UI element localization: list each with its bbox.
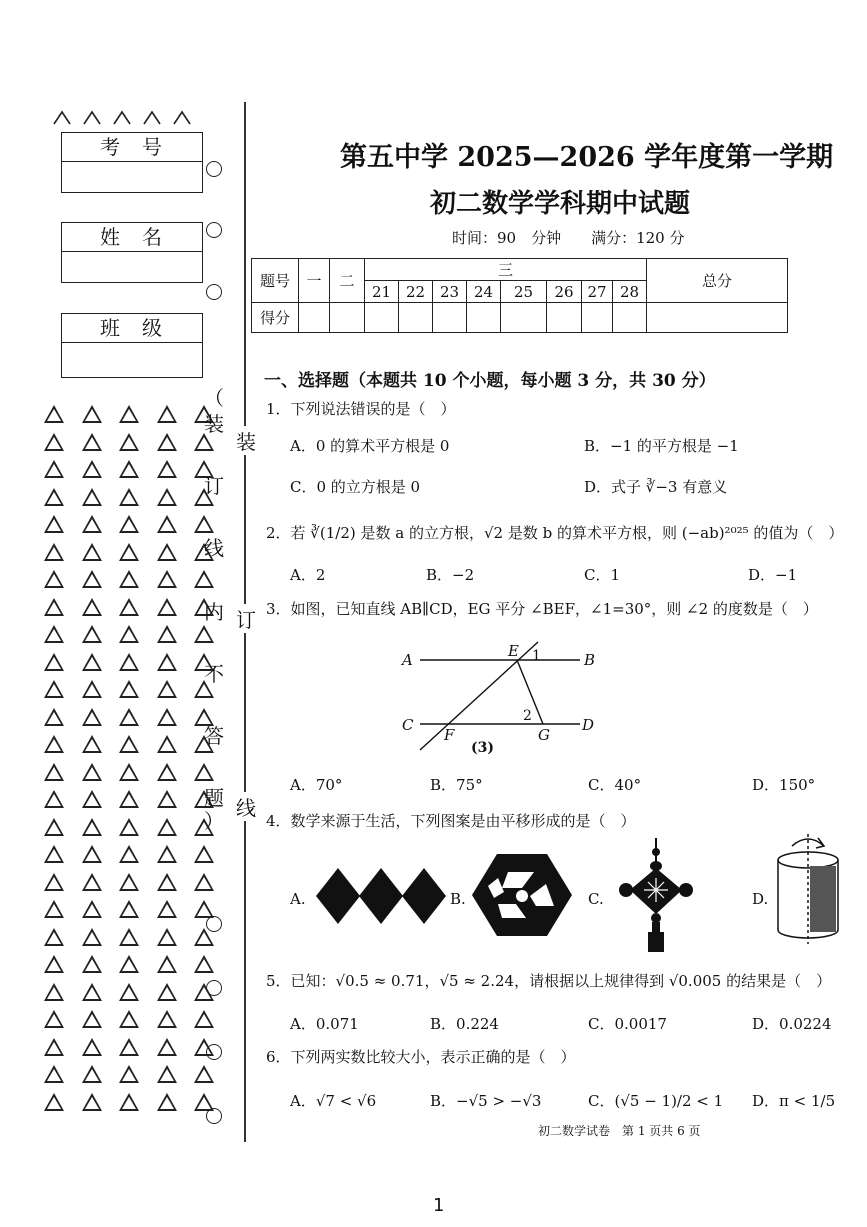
sub-col: 23 <box>433 281 467 303</box>
notice-char: 不 <box>204 662 224 686</box>
notice-char: （ <box>204 386 224 410</box>
triangle-icon <box>44 433 64 451</box>
triangle-icon <box>44 543 64 561</box>
triangle-border-grid <box>44 405 214 1120</box>
triangle-icon <box>157 735 177 753</box>
triangle-icon <box>44 1093 64 1111</box>
exam-number-field[interactable] <box>62 162 202 192</box>
option-c[interactable]: C．0 的立方根是 0 <box>290 478 421 496</box>
score-cell[interactable] <box>365 303 399 333</box>
option-a[interactable]: A．√7 < √6 <box>290 1092 377 1110</box>
triangle-icon <box>194 625 214 643</box>
total-score-cell[interactable] <box>647 303 788 333</box>
triangle-icon <box>44 598 64 616</box>
triangle-icon <box>119 928 139 946</box>
triangle-icon <box>44 818 64 836</box>
triangle-icon <box>44 625 64 643</box>
triangle-icon <box>119 653 139 671</box>
triangle-icon <box>82 515 102 533</box>
triangle-icon <box>119 543 139 561</box>
label-b: B <box>584 651 596 669</box>
notice-char: 内 <box>204 600 224 624</box>
binding-line-char: 线 <box>236 792 256 821</box>
triangle-border-decoration <box>50 106 200 128</box>
triangle-icon <box>82 845 102 863</box>
triangle-icon <box>119 433 139 451</box>
triangle-icon <box>157 680 177 698</box>
triangle-row <box>44 818 214 846</box>
triangle-row <box>44 763 214 791</box>
exam-number-box <box>61 132 203 193</box>
triangle-icon <box>157 1038 177 1056</box>
option-b[interactable]: B．75° <box>430 776 483 794</box>
triangle-icon <box>44 488 64 506</box>
triangle-icon <box>194 845 214 863</box>
triangle-icon <box>119 488 139 506</box>
triangle-row <box>44 735 214 763</box>
score-cell[interactable] <box>582 303 613 333</box>
total-label: 总分 <box>647 259 788 303</box>
triangle-icon <box>119 983 139 1001</box>
triangle-icon <box>44 790 64 808</box>
exam-number-label: 考号 <box>62 133 202 162</box>
question-stem: 2．若 ∛(1/2) 是数 a 的立方根，√2 是数 b 的算术平方根，则 (−ab)²⁰²⁵ 的值为（ ） <box>266 524 844 542</box>
triangle-icon <box>157 460 177 478</box>
question-number-label: 题号 <box>252 259 299 303</box>
triangle-icon <box>44 460 64 478</box>
triangle-icon <box>157 433 177 451</box>
triangle-icon <box>44 1038 64 1056</box>
option-d[interactable]: D. <box>752 890 769 908</box>
time-and-score-info: 时间：90 分钟 满分：120 分 <box>452 229 685 247</box>
triangle-icon <box>44 900 64 918</box>
triangle-icon <box>82 488 102 506</box>
page-number: 1 <box>433 1195 445 1216</box>
page-footer: 初二数学试卷 第 1 页共 6 页 <box>538 1124 701 1138</box>
triangle-icon <box>157 873 177 891</box>
notice-char: 题 <box>204 786 224 810</box>
class-label: 班级 <box>62 314 202 343</box>
triangle-row <box>44 790 214 818</box>
triangle-icon <box>82 1093 102 1111</box>
binding-hole-icon <box>206 222 222 238</box>
triangle-icon <box>157 405 177 423</box>
label-c: C <box>402 716 414 734</box>
triangle-icon <box>44 1010 64 1028</box>
score-cell[interactable] <box>433 303 467 333</box>
triangle-icon <box>82 543 102 561</box>
triangle-icon <box>119 845 139 863</box>
triangle-icon <box>44 983 64 1001</box>
triangle-icon <box>194 873 214 891</box>
triangle-icon <box>157 598 177 616</box>
score-cell[interactable] <box>399 303 433 333</box>
triangle-row <box>44 460 214 488</box>
triangle-row <box>44 405 214 433</box>
name-field[interactable] <box>62 252 202 282</box>
option-c[interactable]: C．1 <box>584 566 621 584</box>
option-b[interactable]: B．−√5 > −√3 <box>430 1092 542 1110</box>
label-e: E <box>508 642 519 660</box>
sub-col: 26 <box>547 281 582 303</box>
option-c[interactable]: C．(√5 − 1)/2 < 1 <box>588 1092 724 1110</box>
sub-col: 24 <box>467 281 501 303</box>
triangle-icon <box>44 1065 64 1083</box>
score-cell[interactable] <box>501 303 547 333</box>
triangle-row <box>44 570 214 598</box>
option-b[interactable]: B．−1 的平方根是 −1 <box>584 437 739 455</box>
label-f: F <box>444 726 455 744</box>
triangle-icon <box>82 900 102 918</box>
binding-hole-icon <box>206 1108 222 1124</box>
triangle-icon <box>119 818 139 836</box>
triangle-icon <box>82 405 102 423</box>
triangle-row <box>44 845 214 873</box>
triangle-icon <box>194 763 214 781</box>
binding-line-char: 订 <box>236 604 256 633</box>
binding-hole-icon <box>206 284 222 300</box>
notice-char: 订 <box>204 474 224 498</box>
triangle-row <box>44 955 214 983</box>
triangle-icon <box>157 625 177 643</box>
triangle-icon <box>82 928 102 946</box>
triangle-icon <box>82 625 102 643</box>
triangle-icon <box>119 1065 139 1083</box>
section-heading: 一、选择题（本题共 10 个小题，每小题 3 分，共 30 分） <box>264 371 716 391</box>
triangle-row <box>44 653 214 681</box>
triangle-icon <box>157 983 177 1001</box>
binding-hole-icon <box>206 916 222 932</box>
triangle-icon <box>82 708 102 726</box>
option-d[interactable]: D．0.0224 <box>752 1015 832 1033</box>
triangle-icon <box>82 818 102 836</box>
sub-col: 27 <box>582 281 613 303</box>
triangle-icon <box>119 460 139 478</box>
triangle-icon <box>119 405 139 423</box>
parallel-lines-figure <box>398 640 608 760</box>
triangle-icon <box>82 763 102 781</box>
exam-subtitle: 初二数学学科期中试题 <box>430 189 691 219</box>
question-stem: 5．已知：√0.5 ≈ 0.71，√5 ≈ 2.24，请根据以上规律得到 √0.005 的结果是（ ） <box>266 972 832 990</box>
triangle-icon <box>119 735 139 753</box>
triangle-icon <box>82 680 102 698</box>
col-one: 一 <box>299 259 330 303</box>
triangle-icon <box>82 570 102 588</box>
triangle-icon <box>157 900 177 918</box>
diamonds-pattern-image <box>316 866 446 926</box>
triangle-icon <box>82 735 102 753</box>
class-field[interactable] <box>62 343 202 377</box>
score-table <box>251 258 788 333</box>
triangle-icon <box>157 515 177 533</box>
triangle-icon <box>157 1065 177 1083</box>
triangle-icon <box>44 515 64 533</box>
triangle-icon <box>119 763 139 781</box>
triangle-icon <box>194 515 214 533</box>
rotation-hexagon-image <box>472 852 572 938</box>
question-stem: 4．数学来源于生活，下列图案是由平移形成的是（ ） <box>266 812 636 830</box>
triangle-row <box>44 433 214 461</box>
triangle-row <box>44 1093 214 1121</box>
triangle-icon <box>82 653 102 671</box>
binding-hole-icon <box>206 1044 222 1060</box>
option-d[interactable]: D．−1 <box>748 566 798 584</box>
triangle-icon <box>157 708 177 726</box>
option-b[interactable]: B．−2 <box>426 566 475 584</box>
score-cell[interactable] <box>299 303 330 333</box>
figure-caption: (3) <box>471 740 494 756</box>
triangle-icon <box>119 570 139 588</box>
class-box <box>61 313 203 378</box>
rotating-cylinder-image <box>772 832 844 946</box>
triangle-icon <box>44 873 64 891</box>
triangle-row <box>44 1065 214 1093</box>
triangle-icon <box>82 1010 102 1028</box>
col-three: 三 <box>365 259 647 281</box>
triangle-icon <box>157 653 177 671</box>
option-a[interactable]: A．0.071 <box>290 1015 359 1033</box>
option-a[interactable]: A. <box>290 890 306 908</box>
triangle-icon <box>44 845 64 863</box>
sub-col: 21 <box>365 281 399 303</box>
angle-2-label: 2 <box>523 708 532 724</box>
triangle-icon <box>82 955 102 973</box>
triangle-row <box>44 625 214 653</box>
score-cell[interactable] <box>330 303 365 333</box>
triangle-icon <box>157 1093 177 1111</box>
triangle-row <box>44 1038 214 1066</box>
triangle-icon <box>157 543 177 561</box>
triangle-icon <box>119 790 139 808</box>
option-a[interactable]: A．0 的算术平方根是 0 <box>290 437 450 455</box>
col-two: 二 <box>330 259 365 303</box>
triangle-icon <box>157 488 177 506</box>
triangle-icon <box>194 1010 214 1028</box>
triangle-icon <box>82 1065 102 1083</box>
option-c[interactable]: C. <box>588 890 604 908</box>
triangle-icon <box>44 955 64 973</box>
question-stem: 3．如图，已知直线 AB∥CD，EG 平分 ∠BEF，∠1=30°，则 ∠2 的度数是（ ） <box>266 600 818 618</box>
option-b[interactable]: B. <box>450 890 466 908</box>
option-d[interactable]: D．π < 1/5 <box>752 1092 836 1110</box>
triangle-icon <box>119 680 139 698</box>
triangle-icon <box>44 405 64 423</box>
triangle-icon <box>157 818 177 836</box>
triangle-icon <box>82 983 102 1001</box>
question-stem: 6．下列两实数比较大小，表示正确的是（ ） <box>266 1048 576 1066</box>
triangle-icon <box>82 460 102 478</box>
triangle-icon <box>157 790 177 808</box>
triangle-icon <box>44 708 64 726</box>
triangle-icon <box>194 1065 214 1083</box>
sub-col: 22 <box>399 281 433 303</box>
label-a: A <box>402 651 413 669</box>
triangle-icon <box>119 955 139 973</box>
binding-line-char: 装 <box>236 426 256 455</box>
triangle-icon <box>119 625 139 643</box>
notice-char: ） <box>204 809 224 833</box>
option-d[interactable]: D．式子 ∛−3 有意义 <box>584 478 728 496</box>
triangle-icon <box>82 598 102 616</box>
triangle-icon <box>157 845 177 863</box>
label-d: D <box>582 716 595 734</box>
score-cell[interactable] <box>613 303 647 333</box>
triangle-icon <box>119 515 139 533</box>
triangle-row <box>44 928 214 956</box>
option-b[interactable]: B．0.224 <box>430 1015 499 1033</box>
triangle-icon <box>157 570 177 588</box>
name-box <box>61 222 203 283</box>
triangle-icon <box>119 1093 139 1111</box>
score-cell[interactable] <box>467 303 501 333</box>
option-a[interactable]: A．2 <box>290 566 326 584</box>
sub-col: 25 <box>501 281 547 303</box>
notice-char: 答 <box>204 724 224 748</box>
triangle-icon <box>44 570 64 588</box>
notice-char: 装 <box>204 412 224 436</box>
triangle-row <box>44 708 214 736</box>
notice-char: 线 <box>204 536 224 560</box>
name-label: 姓名 <box>62 223 202 252</box>
option-a[interactable]: A．70° <box>290 776 343 794</box>
option-c[interactable]: C．40° <box>588 776 642 794</box>
triangle-icon <box>157 955 177 973</box>
triangle-icon <box>44 735 64 753</box>
exam-title: 第五中学 2025—2026 学年度第一学期 <box>340 142 834 173</box>
triangle-row <box>44 983 214 1011</box>
triangle-icon <box>119 708 139 726</box>
triangle-icon <box>157 1010 177 1028</box>
angle-1-label: 1 <box>532 648 541 664</box>
option-c[interactable]: C．0.0017 <box>588 1015 667 1033</box>
triangle-icon <box>194 955 214 973</box>
chinese-knot-image <box>618 838 694 954</box>
triangle-row <box>44 598 214 626</box>
option-d[interactable]: D．150° <box>752 776 816 794</box>
triangle-row <box>44 543 214 571</box>
triangle-icon <box>44 653 64 671</box>
triangle-icon <box>157 928 177 946</box>
triangle-icon <box>44 763 64 781</box>
triangle-icon <box>119 873 139 891</box>
triangle-icon <box>44 928 64 946</box>
triangle-row <box>44 873 214 901</box>
triangle-row <box>44 680 214 708</box>
triangle-row <box>44 900 214 928</box>
triangle-icon <box>119 900 139 918</box>
triangle-row <box>44 1010 214 1038</box>
binding-top-triangles <box>50 106 200 128</box>
binding-hole-icon <box>206 980 222 996</box>
label-g: G <box>538 726 550 744</box>
triangle-icon <box>82 790 102 808</box>
triangle-icon <box>82 873 102 891</box>
score-cell[interactable] <box>547 303 582 333</box>
triangle-icon <box>82 433 102 451</box>
triangle-icon <box>157 763 177 781</box>
question-stem: 1．下列说法错误的是（ ） <box>266 400 456 418</box>
triangle-icon <box>119 1010 139 1028</box>
triangle-icon <box>194 570 214 588</box>
triangle-icon <box>44 680 64 698</box>
sub-col: 28 <box>613 281 647 303</box>
triangle-icon <box>119 1038 139 1056</box>
triangle-icon <box>119 598 139 616</box>
triangle-row <box>44 515 214 543</box>
score-row-label: 得分 <box>252 303 299 333</box>
binding-hole-icon <box>206 161 222 177</box>
triangle-icon <box>82 1038 102 1056</box>
triangle-row <box>44 488 214 516</box>
